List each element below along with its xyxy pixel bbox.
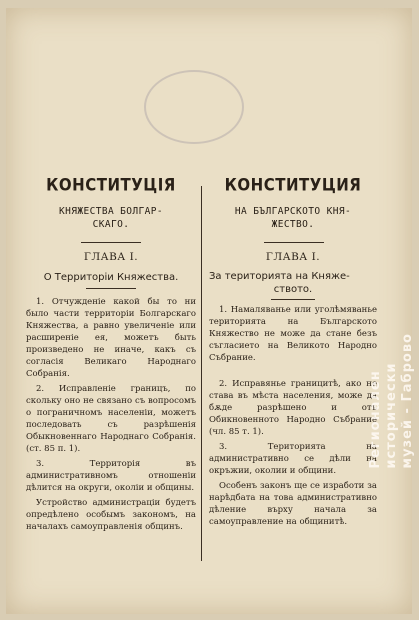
left-heading-rule xyxy=(86,288,136,289)
museum-stamp-line1: Регионален xyxy=(368,370,383,469)
left-heading: О Территоріи Княжества. xyxy=(43,272,179,283)
left-subtitle-line1: КНЯЖЕСТВА БОЛГАР- xyxy=(58,206,164,217)
right-subtitle xyxy=(209,205,377,231)
document-page xyxy=(6,8,415,614)
left-subtitle xyxy=(26,205,196,231)
right-paragraph: 3. Територията на административно се дѣли на окръжии, околии и общини. xyxy=(209,442,377,476)
left-chapter: ГЛАВА I. xyxy=(83,251,139,263)
left-paragraph: 1. Отчужденіе какой бы то ни было части территоріи Болгарскаго Княжества, а равно увеличеніе или расширеніе ея, можетъ быть произведено не иначе, какъ съ согласія Великаго Народнаго Собранія. xyxy=(26,297,196,379)
column-divider xyxy=(201,186,202,561)
left-subtitle-line2: СКАГО. xyxy=(92,219,130,230)
left-paragraph: Устройство администраціи будетъ опредѣлено особымъ закономъ, на началахъ самоуправленія общинъ. xyxy=(26,498,196,532)
left-title: КОНСТИТУЦІЯ xyxy=(46,174,176,196)
right-heading-rule xyxy=(271,299,315,300)
right-heading-line2: ството. xyxy=(273,284,313,295)
right-body xyxy=(209,304,377,531)
right-paragraph: 2. Исправянье границитѣ, ако не става въ мѣста населения, може да бѫде разрѣшено и отъ Обикновенното Народно Събрание (чл. 85 т. 1). xyxy=(209,379,377,437)
right-heading-line1: За територията на Княже- xyxy=(209,271,350,282)
right-paragraph: 1. Намаляванье или уголѣмяванье територията на Българското Княжество не може да стане безъ съгласието на Великото Народно Събрание. xyxy=(209,305,377,363)
faded-stamp xyxy=(144,70,244,144)
right-subtitle-line1: НА БЪЛГАРСКОТО КНЯ- xyxy=(234,206,352,217)
left-paragraph: 3. Территорія въ административномъ отношеніи дѣлится на округи, околіи и общины. xyxy=(26,459,196,493)
museum-stamp xyxy=(368,333,416,469)
right-subtitle-line2: ЖЕСТВО. xyxy=(271,219,315,230)
right-heading xyxy=(209,270,377,296)
right-title-rule xyxy=(264,242,324,243)
right-paragraph: Особенъ законъ ще се изработи за нарѣдбата на това административно дѣление върху начала за самоуправление на общинитѣ. xyxy=(209,481,377,527)
left-title-rule xyxy=(81,242,141,243)
museum-stamp-line2: исторически xyxy=(384,362,399,469)
left-paragraph: 2. Исправленіе границъ, по скольку оно не связано съ вопросомъ о пограничномъ населеніи, можетъ последовать съ разрѣшенія Обыкновеннаго Народнаго Собранія. (ст. 85 п. 1). xyxy=(26,384,196,454)
right-title: КОНСТИТУЦИЯ xyxy=(224,174,362,196)
museum-stamp-line3: музей - Габрово xyxy=(400,333,415,469)
right-chapter: ГЛАВА I. xyxy=(265,251,321,263)
left-body xyxy=(26,296,196,536)
